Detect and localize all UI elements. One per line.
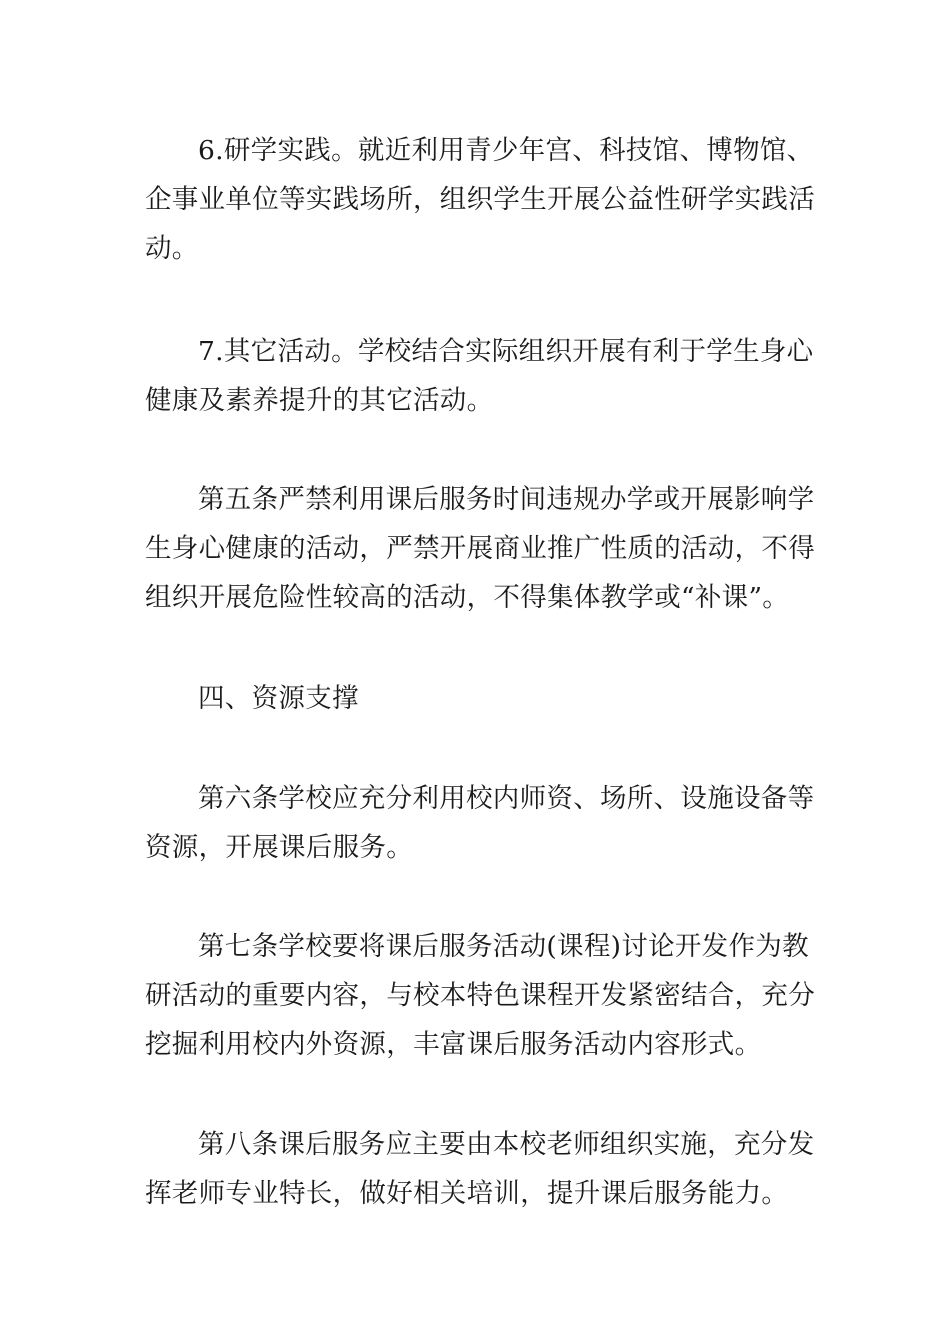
paragraph-line: 生身心健康的活动，严禁开展商业推广性质的活动，不得 — [145, 533, 815, 564]
paragraph-line: 挥老师专业特长，做好相关培训，提升课后服务能力。 — [145, 1178, 789, 1209]
section-heading-resource-support — [145, 674, 815, 723]
paragraph-line: 7.其它活动。学校结合实际组织开展有利于学生身心 — [198, 336, 814, 367]
paragraph-article-eight — [145, 1120, 815, 1218]
paragraph-article-five — [145, 475, 815, 622]
paragraph-other-activities — [145, 327, 815, 425]
paragraph-line: 动。 — [145, 233, 199, 264]
paragraph-line: 研活动的重要内容，与校本特色课程开发紧密结合，充分 — [145, 980, 815, 1011]
paragraph-line: 组织开展危险性较高的活动，不得集体教学或“补课”。 — [145, 582, 790, 613]
paragraph-article-six — [145, 774, 815, 872]
paragraph-line: 资源，开展课后服务。 — [145, 832, 413, 863]
paragraph-line: 第五条严禁利用课后服务时间违规办学或开展影响学 — [198, 484, 815, 515]
paragraph-article-seven — [145, 922, 815, 1069]
paragraph-research-practice — [145, 126, 815, 273]
paragraph-line: 挖掘利用校内外资源，丰富课后服务活动内容形式。 — [145, 1029, 762, 1060]
paragraph-line: 健康及素养提升的其它活动。 — [145, 385, 494, 416]
paragraph-line: 第八条课后服务应主要由本校老师组织实施，充分发 — [198, 1129, 815, 1160]
paragraph-line: 第七条学校要将课后服务活动(课程)讨论开发作为教 — [198, 931, 809, 962]
heading-line: 四、资源支撑 — [198, 683, 359, 714]
paragraph-line: 企事业单位等实践场所，组织学生开展公益性研学实践活 — [145, 184, 815, 215]
paragraph-line: 第六条学校应充分利用校内师资、场所、设施设备等 — [198, 783, 815, 814]
paragraph-line: 6.研学实践。就近利用青少年宫、科技馆、博物馆、 — [198, 135, 814, 166]
